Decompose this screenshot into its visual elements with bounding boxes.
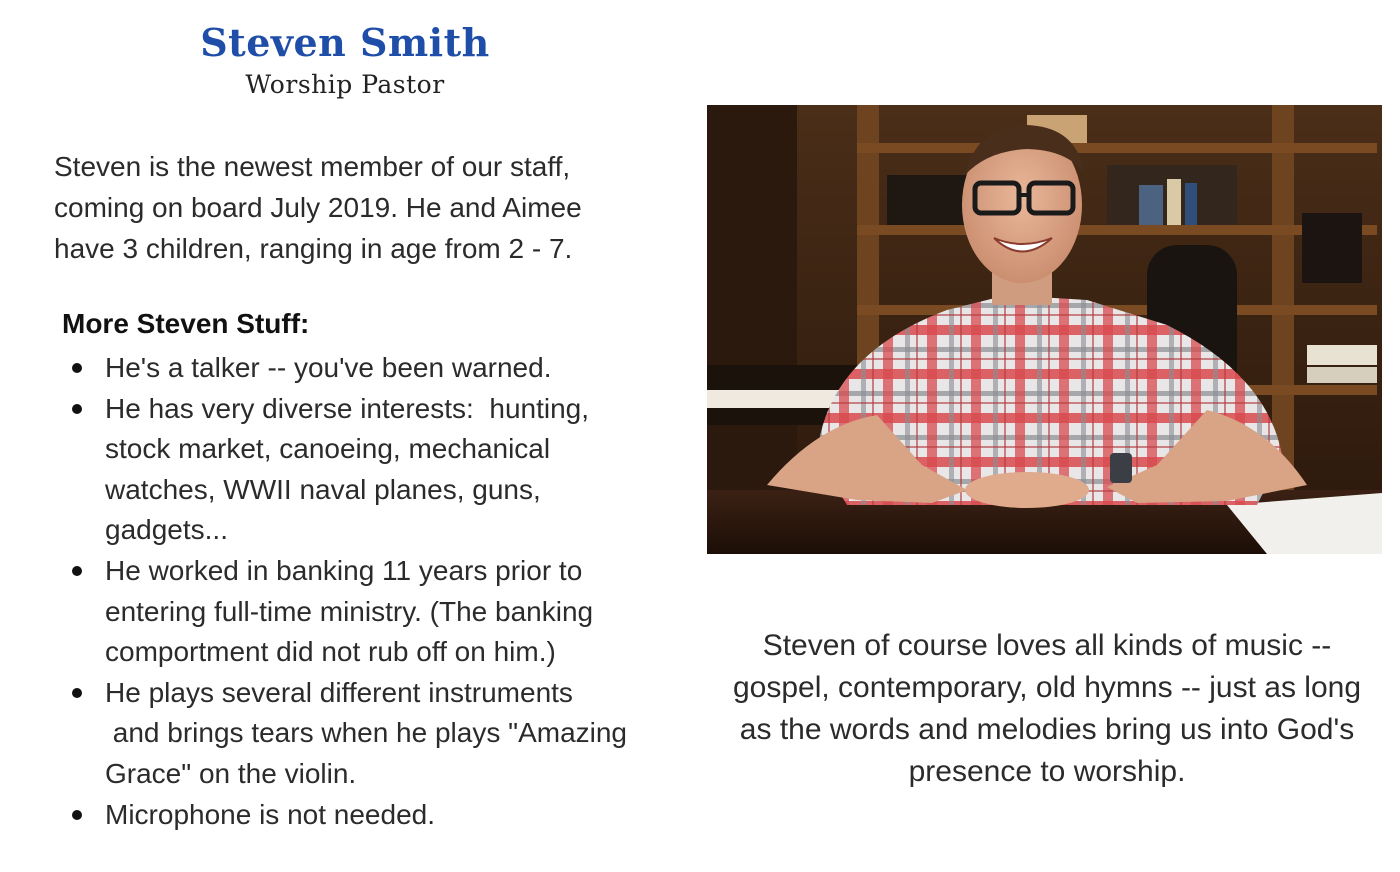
list-item-line: comportment did not rub off on him.) — [105, 636, 556, 668]
list-item — [62, 551, 672, 673]
staff-name: Steven Smith — [200, 20, 490, 65]
list-item-line: He has very diverse interests: hunting, — [105, 392, 590, 424]
list-item-line: He plays several different instruments — [105, 676, 573, 708]
more-title: More Steven Stuff: — [62, 308, 310, 339]
intro-line: have 3 children, ranging in age from 2 - 7. — [54, 233, 573, 264]
bullet-icon — [72, 810, 82, 820]
list-item — [62, 673, 672, 795]
list-item-line: watches, WWII naval planes, guns, — [105, 473, 541, 505]
list-item — [62, 389, 672, 551]
music-line: as the words and melodies bring us into God's — [739, 713, 1355, 746]
list-item-line: He's a talker -- you've been warned. — [105, 352, 552, 383]
list-item-line: He worked in banking 11 years prior to — [105, 554, 583, 586]
music-paragraph — [712, 625, 1382, 793]
list-item-line: entering full-time ministry. (The banking — [105, 595, 594, 627]
list-item-line: and brings tears when he plays "Amazing — [105, 717, 628, 749]
list-item-line: Microphone is not needed. — [105, 798, 435, 830]
list-item — [62, 348, 672, 389]
bullet-icon — [72, 566, 82, 576]
staff-photo — [707, 105, 1382, 554]
intro-paragraph — [54, 146, 664, 269]
bullet-icon — [72, 688, 82, 698]
music-line: Steven of course loves all kinds of music -- — [762, 629, 1332, 662]
list-item-line: Grace" on the violin. — [105, 757, 357, 789]
music-line: presence to worship. — [908, 755, 1186, 788]
intro-line: Steven is the newest member of our staff, — [54, 151, 571, 182]
list-item — [62, 795, 672, 836]
list-item-line: stock market, canoeing, mechanical — [105, 433, 551, 465]
staff-role: Worship Pastor — [245, 70, 445, 99]
bullet-icon — [72, 363, 82, 373]
facts-list — [62, 348, 672, 835]
bullet-icon — [72, 404, 82, 414]
music-line: gospel, contemporary, old hymns -- just as long — [732, 671, 1362, 704]
intro-line: coming on board July 2019. He and Aimee — [54, 192, 582, 223]
list-item-line: gadgets... — [105, 514, 228, 546]
